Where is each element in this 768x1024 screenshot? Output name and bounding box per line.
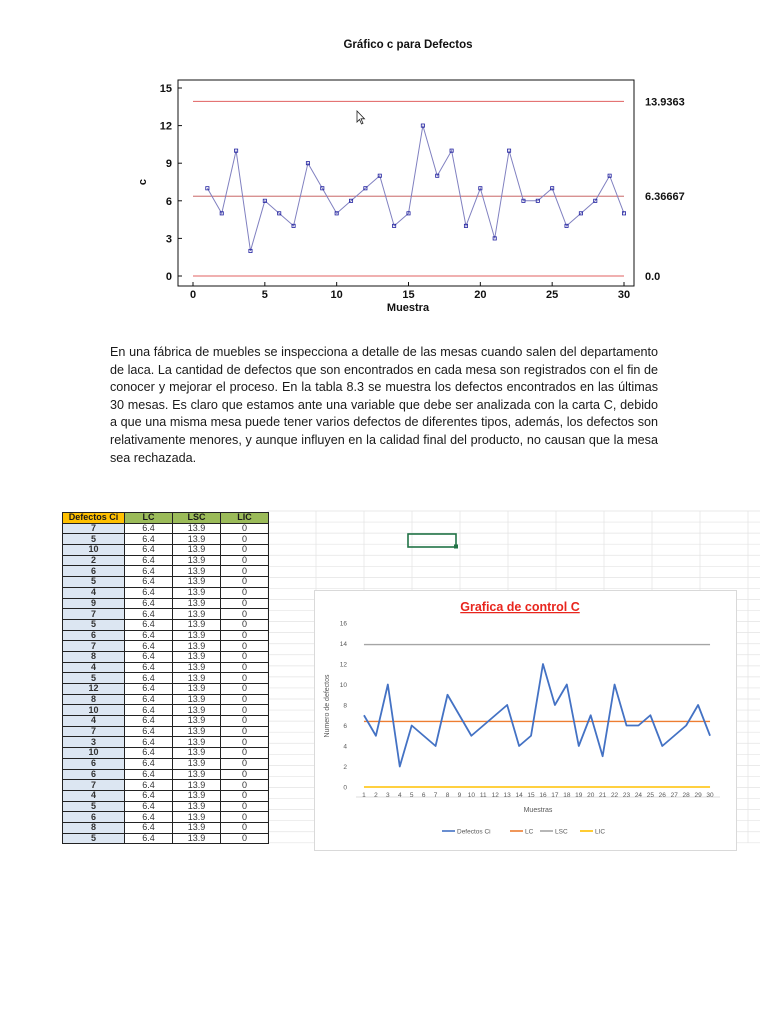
table-cell[interactable]: 13.9 [173, 598, 221, 609]
table-cell[interactable]: 13.9 [173, 534, 221, 545]
x-tick-label: 26 [658, 792, 666, 799]
x-tick-label: 11 [479, 792, 487, 799]
table-row [63, 587, 269, 598]
table-cell[interactable]: 13.9 [173, 801, 221, 812]
table-row [63, 748, 269, 759]
table-cell[interactable]: 13.9 [173, 833, 221, 844]
x-tick-label: 12 [491, 792, 499, 799]
table-row [63, 566, 269, 577]
y-tick-label: 12 [339, 661, 347, 669]
table-cell[interactable]: 6.4 [125, 545, 173, 556]
table-cell[interactable]: 6.4 [125, 641, 173, 652]
x-tick-label: 2 [374, 792, 378, 799]
x-tick-label: 14 [515, 792, 523, 799]
table-row [63, 769, 269, 780]
table-cell[interactable]: 6.4 [125, 630, 173, 641]
table-cell[interactable]: 6.4 [125, 684, 173, 695]
table-cell[interactable]: 6 [63, 769, 125, 780]
table-cell[interactable]: 6 [63, 630, 125, 641]
table-row [63, 641, 269, 652]
table-cell[interactable]: 13.9 [173, 641, 221, 652]
table-cell[interactable]: 6.4 [125, 619, 173, 630]
table-cell[interactable]: 6.4 [125, 523, 173, 534]
table-cell[interactable]: 5 [63, 534, 125, 545]
table-cell[interactable]: 0 [221, 630, 269, 641]
table-cell[interactable]: 10 [63, 545, 125, 556]
table-cell[interactable]: 0 [221, 545, 269, 556]
table-cell[interactable]: 6.4 [125, 566, 173, 577]
y-axis-label: Numero de defectos [324, 674, 331, 738]
body-paragraph: En una fábrica de muebles se inspecciona a detalle de las mesas cuando salen del departamento de laca. La cantidad de defectos que son encontrados en cada mesa son registrados con el fin de conocer y mejorar el proceso. En la tabla 8.3 se muestra los defectos encontrados en las últimas 30 mesas. Es claro que estamos ante una variable que debe ser analizada con la carta C, debido a que una misma mesa puede tener varios defectos de diferentes tipos, además, los defectos son relativamente menores, y aunque influyen en la calidad final del producto, no causan que la mesa sea rechazada. [110, 345, 658, 465]
table-cell[interactable]: 13.9 [173, 577, 221, 588]
table-cell[interactable]: 7 [63, 523, 125, 534]
table-row [63, 833, 269, 844]
x-tick-label: 20 [587, 792, 595, 799]
table-header-cell[interactable]: LC [125, 513, 173, 524]
table-cell[interactable]: 6 [63, 566, 125, 577]
table-cell[interactable]: 6.4 [125, 609, 173, 620]
table-cell[interactable]: 13.9 [173, 555, 221, 566]
selected-cell[interactable] [408, 534, 456, 547]
y-tick-label: 14 [339, 641, 347, 648]
table-cell[interactable]: 13.9 [173, 630, 221, 641]
x-tick-label: 6 [421, 792, 426, 799]
table-cell[interactable]: 0 [221, 780, 269, 791]
table-cell[interactable]: 0 [221, 812, 269, 823]
x-tick-label: 23 [622, 792, 631, 799]
table-cell[interactable]: 13.9 [173, 705, 221, 716]
table-cell[interactable]: 6.4 [125, 822, 173, 833]
chart-title: Grafica de control C [460, 600, 580, 614]
table-cell[interactable]: 0 [221, 566, 269, 577]
table-cell[interactable]: 0 [221, 790, 269, 801]
y-tick-label: 12 [159, 120, 172, 133]
table-cell[interactable]: 6.4 [125, 812, 173, 823]
table-cell[interactable]: 0 [221, 684, 269, 695]
x-axis-label: Muestra [386, 302, 430, 314]
table-cell[interactable]: 13.9 [173, 716, 221, 727]
y-tick-label: 10 [339, 682, 347, 689]
table-cell[interactable]: 6.4 [125, 780, 173, 791]
table-cell[interactable]: 13.9 [173, 684, 221, 695]
table-cell[interactable]: 13.9 [173, 780, 221, 791]
table-cell[interactable]: 6.4 [125, 598, 173, 609]
table-cell[interactable]: 0 [221, 748, 269, 759]
plot-frame [178, 80, 634, 286]
table-cell[interactable]: 13.9 [173, 523, 221, 534]
x-axis-label: Muestras [523, 807, 553, 814]
table-cell[interactable]: 6.4 [125, 748, 173, 759]
table-cell[interactable]: 0 [221, 673, 269, 684]
table-cell[interactable]: 13.9 [173, 769, 221, 780]
table-cell[interactable]: 4 [63, 790, 125, 801]
x-tick-label: 29 [694, 792, 702, 799]
table-header-cell[interactable]: Defectos Ci [63, 513, 125, 524]
x-tick-label: 5 [409, 792, 414, 799]
table-cell[interactable]: 13.9 [173, 758, 221, 769]
table-row [63, 651, 269, 662]
table-cell[interactable]: 6.4 [125, 651, 173, 662]
table-cell[interactable]: 13.9 [173, 651, 221, 662]
table-cell[interactable]: 6.4 [125, 716, 173, 727]
table-cell[interactable]: 0 [221, 737, 269, 748]
table-cell[interactable]: 6.4 [125, 790, 173, 801]
x-tick-label: 30 [706, 792, 714, 799]
x-tick-label: 7 [433, 792, 438, 799]
excel-control-chart [314, 590, 738, 852]
table-cell[interactable]: 9 [63, 598, 125, 609]
table-row [63, 673, 269, 684]
table-header-cell[interactable]: LSC [173, 513, 221, 524]
x-tick-label: 4 [397, 792, 402, 799]
table-row [63, 684, 269, 695]
table-cell[interactable]: 7 [63, 641, 125, 652]
table-cell[interactable]: 13.9 [173, 545, 221, 556]
table-cell[interactable]: 6.4 [125, 694, 173, 705]
table-cell[interactable]: 3 [63, 737, 125, 748]
table-row [63, 577, 269, 588]
table-cell[interactable]: 6.4 [125, 833, 173, 844]
table-cell[interactable]: 6.4 [125, 801, 173, 812]
x-tick-label: 10 [330, 289, 343, 301]
table-row [63, 726, 269, 737]
table-cell[interactable]: 5 [63, 673, 125, 684]
legend-label: LSC [555, 828, 568, 836]
table-row [63, 609, 269, 620]
legend-label: LC [525, 828, 534, 836]
x-tick-label: 15 [527, 792, 535, 799]
table-cell[interactable]: 5 [63, 577, 125, 588]
table-row [63, 716, 269, 727]
x-tick-label: 30 [617, 289, 631, 301]
table-cell[interactable]: 0 [221, 577, 269, 588]
table-cell[interactable]: 4 [63, 662, 125, 673]
y-tick-label: 0 [343, 784, 347, 792]
table-row [63, 790, 269, 801]
table-cell[interactable]: 13.9 [173, 673, 221, 684]
table-cell[interactable]: 7 [63, 609, 125, 620]
cl-value-label: 6.36667 [645, 191, 685, 204]
table-row [63, 523, 269, 534]
x-tick-label: 10 [467, 792, 475, 799]
table-cell[interactable]: 6.4 [125, 673, 173, 684]
table-cell[interactable]: 13.9 [173, 737, 221, 748]
table-cell[interactable]: 13.9 [173, 662, 221, 673]
x-tick-label: 27 [670, 792, 678, 799]
table-cell[interactable]: 6.4 [125, 534, 173, 545]
y-tick-label: 15 [159, 83, 172, 95]
table-cell[interactable]: 0 [221, 641, 269, 652]
table-cell[interactable]: 13.9 [173, 609, 221, 620]
table-cell[interactable]: 0 [221, 651, 269, 662]
table-cell[interactable]: 13.9 [173, 694, 221, 705]
x-tick-label: 28 [682, 792, 690, 799]
defects-series-line [207, 126, 624, 251]
table-row [63, 822, 269, 833]
x-tick-label: 5 [261, 289, 268, 301]
table-cell[interactable]: 13.9 [173, 748, 221, 759]
y-axis-label: c [137, 178, 149, 186]
table-row [63, 598, 269, 609]
table-cell[interactable]: 0 [221, 833, 269, 844]
table-cell[interactable]: 0 [221, 609, 269, 620]
table-row [63, 619, 269, 630]
x-tick-label: 3 [386, 792, 390, 799]
table-cell[interactable]: 0 [221, 769, 269, 780]
x-tick-label: 0 [189, 289, 197, 301]
table-cell[interactable]: 0 [221, 587, 269, 598]
table-cell[interactable]: 0 [221, 619, 269, 630]
table-row [63, 662, 269, 673]
table-cell[interactable]: 0 [221, 716, 269, 727]
table-cell[interactable]: 10 [63, 748, 125, 759]
ucl-value-label: 13.9363 [645, 96, 685, 109]
y-tick-label: 6 [343, 723, 347, 730]
table-cell[interactable]: 6.4 [125, 705, 173, 716]
x-tick-label: 22 [610, 792, 619, 799]
table-cell[interactable]: 13.9 [173, 812, 221, 823]
table-cell[interactable]: 0 [221, 726, 269, 737]
table-cell[interactable]: 13.9 [173, 587, 221, 598]
table-cell[interactable]: 10 [63, 705, 125, 716]
table-cell[interactable]: 0 [221, 822, 269, 833]
table-cell[interactable]: 5 [63, 833, 125, 844]
x-tick-label: 21 [599, 792, 607, 799]
table-cell[interactable]: 0 [221, 758, 269, 769]
y-tick-label: 3 [165, 233, 172, 246]
table-cell[interactable]: 8 [63, 694, 125, 705]
table-cell[interactable]: 13.9 [173, 822, 221, 833]
table-cell[interactable]: 6 [63, 812, 125, 823]
x-tick-label: 16 [539, 792, 547, 799]
table-cell[interactable]: 6.4 [125, 577, 173, 588]
x-tick-label: 1 [362, 792, 366, 799]
table-cell[interactable]: 6.4 [125, 726, 173, 737]
table-cell[interactable]: 13.9 [173, 790, 221, 801]
x-tick-label: 17 [551, 792, 559, 799]
y-tick-label: 8 [343, 702, 347, 710]
table-row [63, 555, 269, 566]
table-cell[interactable]: 6.4 [125, 769, 173, 780]
table-cell[interactable]: 0 [221, 523, 269, 534]
table-cell[interactable]: 0 [221, 598, 269, 609]
table-cell[interactable]: 0 [221, 534, 269, 545]
table-cell[interactable]: 13.9 [173, 566, 221, 577]
table-cell[interactable]: 6.4 [125, 662, 173, 673]
y-tick-label: 2 [343, 764, 347, 771]
legend-label: LIC [595, 828, 606, 836]
table-row [63, 737, 269, 748]
legend-label: Defectos Ci [457, 828, 491, 836]
table-cell[interactable]: 0 [221, 694, 269, 705]
x-tick-label: 19 [575, 792, 583, 799]
y-tick-label: 16 [339, 620, 347, 628]
table-row [63, 630, 269, 641]
table-row [63, 780, 269, 791]
table-cell[interactable]: 6.4 [125, 758, 173, 769]
x-tick-label: 25 [546, 289, 559, 301]
table-cell[interactable]: 0 [221, 705, 269, 716]
selection-handle[interactable] [454, 545, 458, 549]
y-tick-label: 9 [165, 158, 172, 171]
lcl-value-label: 0.0 [645, 271, 661, 283]
table-cell[interactable]: 7 [63, 726, 125, 737]
table-cell[interactable]: 13.9 [173, 619, 221, 630]
table-row [63, 534, 269, 545]
table-cell[interactable]: 4 [63, 587, 125, 598]
table-cell[interactable]: 8 [63, 822, 125, 833]
y-tick-label: 6 [165, 195, 172, 208]
table-cell[interactable]: 13.9 [173, 726, 221, 737]
y-tick-label: 0 [165, 271, 172, 283]
x-tick-label: 9 [457, 792, 462, 799]
table-cell[interactable]: 5 [63, 801, 125, 812]
table-row [63, 812, 269, 823]
table-row [63, 545, 269, 556]
table-row [63, 801, 269, 812]
table-cell[interactable]: 0 [221, 555, 269, 566]
table-cell[interactable]: 6.4 [125, 587, 173, 598]
table-header-cell[interactable]: LIC [221, 513, 269, 524]
x-tick-label: 18 [563, 792, 571, 799]
table-row [63, 758, 269, 769]
chart-title: Gráfico c para Defectos [343, 39, 473, 51]
table-cell[interactable]: 0 [221, 801, 269, 812]
x-tick-label: 15 [402, 289, 415, 301]
table-cell[interactable]: 12 [63, 684, 125, 695]
x-tick-label: 25 [646, 792, 654, 799]
table-cell[interactable]: 6.4 [125, 737, 173, 748]
table-cell[interactable]: 4 [63, 716, 125, 727]
defects-table [62, 512, 269, 844]
mouse-cursor-icon [357, 111, 365, 124]
table-cell[interactable]: 6.4 [125, 555, 173, 566]
x-tick-label: 20 [474, 289, 487, 301]
table-cell[interactable]: 7 [63, 780, 125, 791]
table-cell[interactable]: 5 [63, 619, 125, 630]
x-tick-label: 24 [634, 792, 643, 799]
x-tick-label: 8 [445, 792, 450, 799]
table-cell[interactable]: 8 [63, 651, 125, 662]
x-tick-label: 13 [503, 792, 511, 799]
table-cell[interactable]: 2 [63, 555, 125, 566]
y-tick-label: 4 [343, 743, 347, 751]
table-row [63, 705, 269, 716]
table-cell[interactable]: 6 [63, 758, 125, 769]
table-row [63, 694, 269, 705]
statgraphics-c-chart [0, 0, 768, 330]
table-cell[interactable]: 0 [221, 662, 269, 673]
